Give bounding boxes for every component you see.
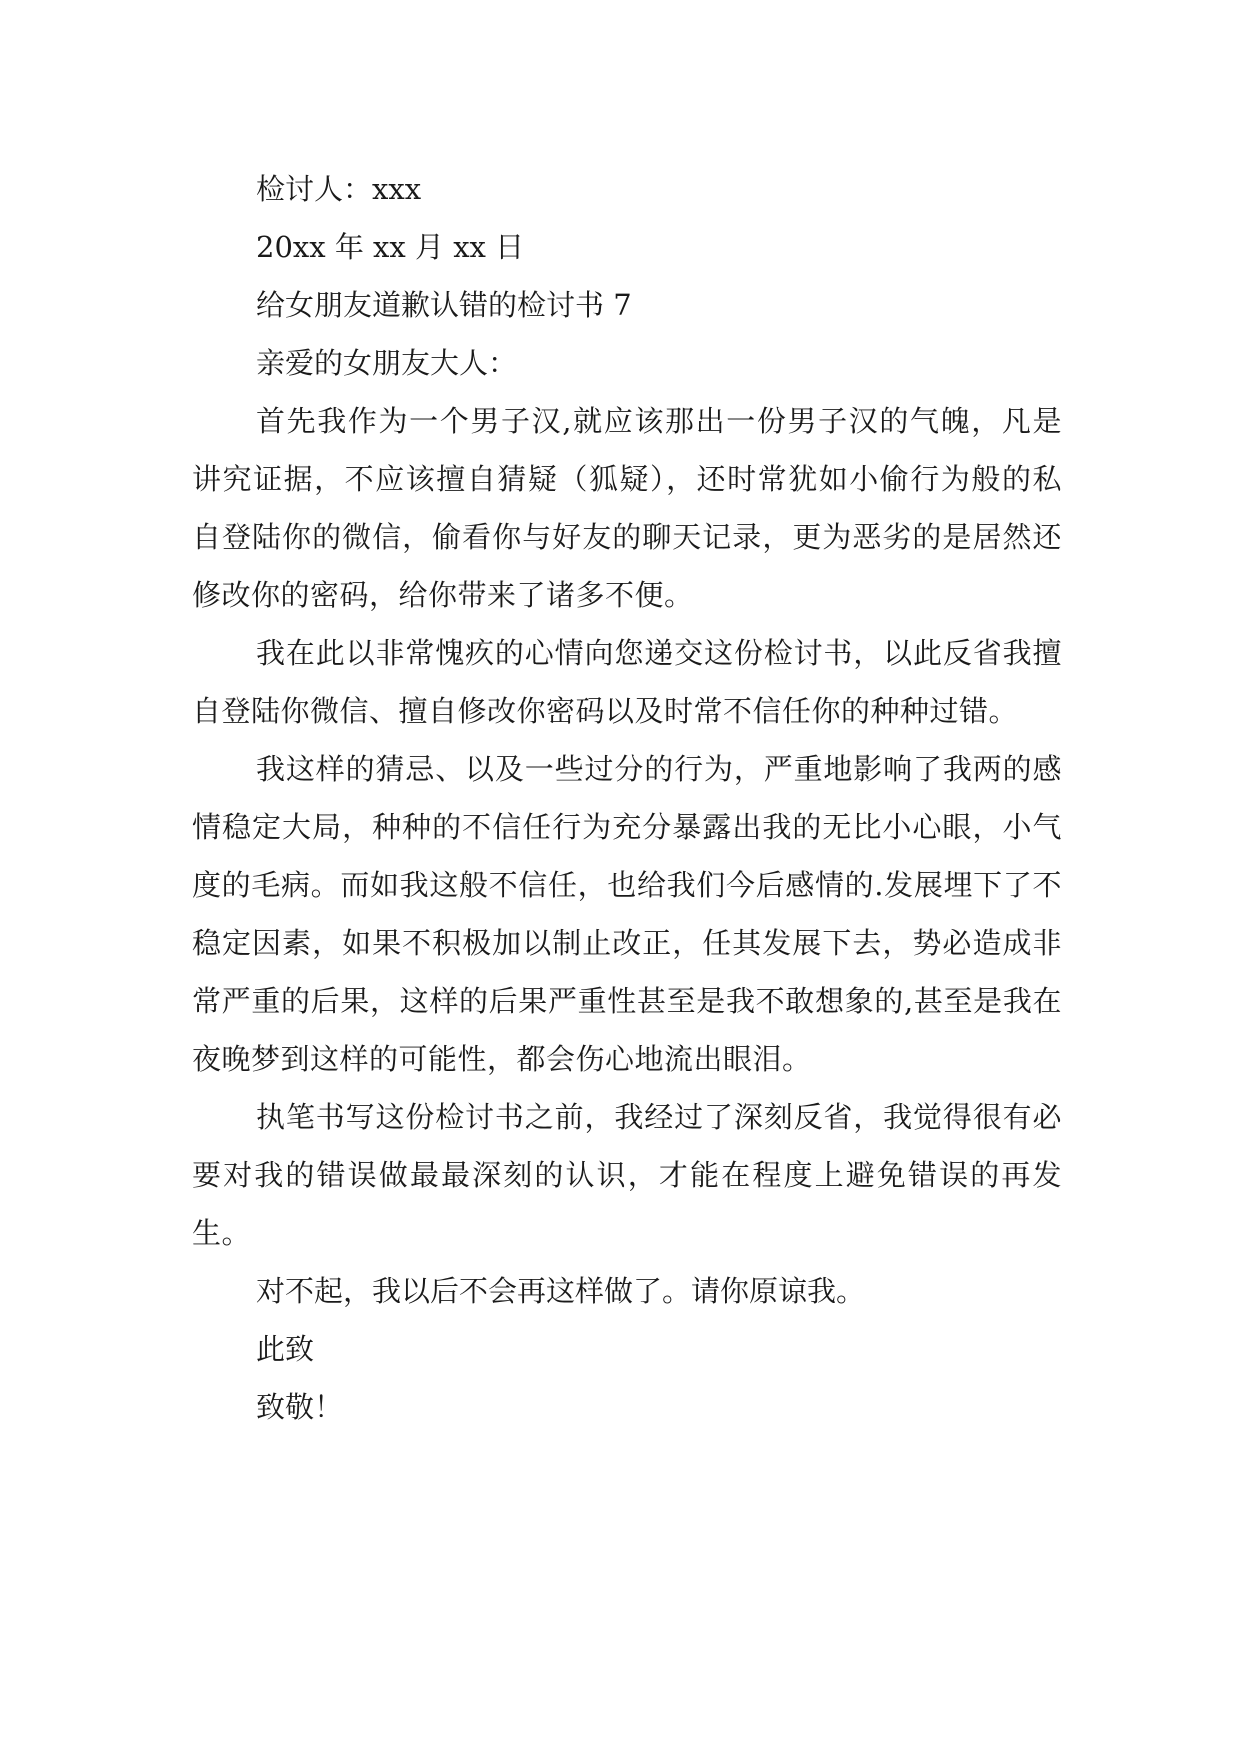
closing-cizhi: 此致: [256, 1332, 315, 1366]
date-line: 20xx 年 xx 月 xx 日: [256, 230, 525, 264]
paragraph-4: 执笔书写这份检讨书之前，我经过了深刻反省，我觉得很有必要对我的错误做最最深刻的认识，才能在程度上避免错误的再发生。: [192, 1100, 1062, 1250]
apology-line: 对不起，我以后不会再这样做了。请你原谅我。: [256, 1274, 866, 1308]
paragraph-3: 我这样的猜忌、以及一些过分的行为，严重地影响了我两的感情稳定大局，种种的不信任行为充分暴露出我的无比小心眼，小气度的毛病。而如我这般不信任，也给我们今后感情的.发展埋下了不稳定因素，如果不积极加以制止改正，任其发展下去，势必造成非常严重的后果，这样的后果严重性甚至是我不敢想象的,甚至是我在夜晚梦到这样的可能性，都会伤心地流出眼泪。: [192, 752, 1062, 1076]
paragraph-2: 我在此以非常愧疚的心情向您递交这份检讨书，以此反省我擅自登陆你微信、擅自修改你密码以及时常不信任你的种种过错。: [192, 636, 1062, 728]
reviewer-line: 检讨人：xxx: [256, 172, 422, 206]
paragraph-1: 首先我作为一个男子汉,就应该那出一份男子汉的气魄，凡是讲究证据，不应该擅自猜疑（狐疑），还时常犹如小偷行为般的私自登陆你的微信，偷看你与好友的聊天记录，更为恶劣的是居然还修改你的密码，给你带来了诸多不便。: [192, 404, 1062, 612]
salutation: 亲爱的女朋友大人：: [256, 346, 518, 380]
closing-jingli: 致敬！: [256, 1390, 344, 1424]
letter-title: 给女朋友道歉认错的检讨书 7: [256, 288, 632, 322]
document-body: [192, 160, 1062, 1436]
